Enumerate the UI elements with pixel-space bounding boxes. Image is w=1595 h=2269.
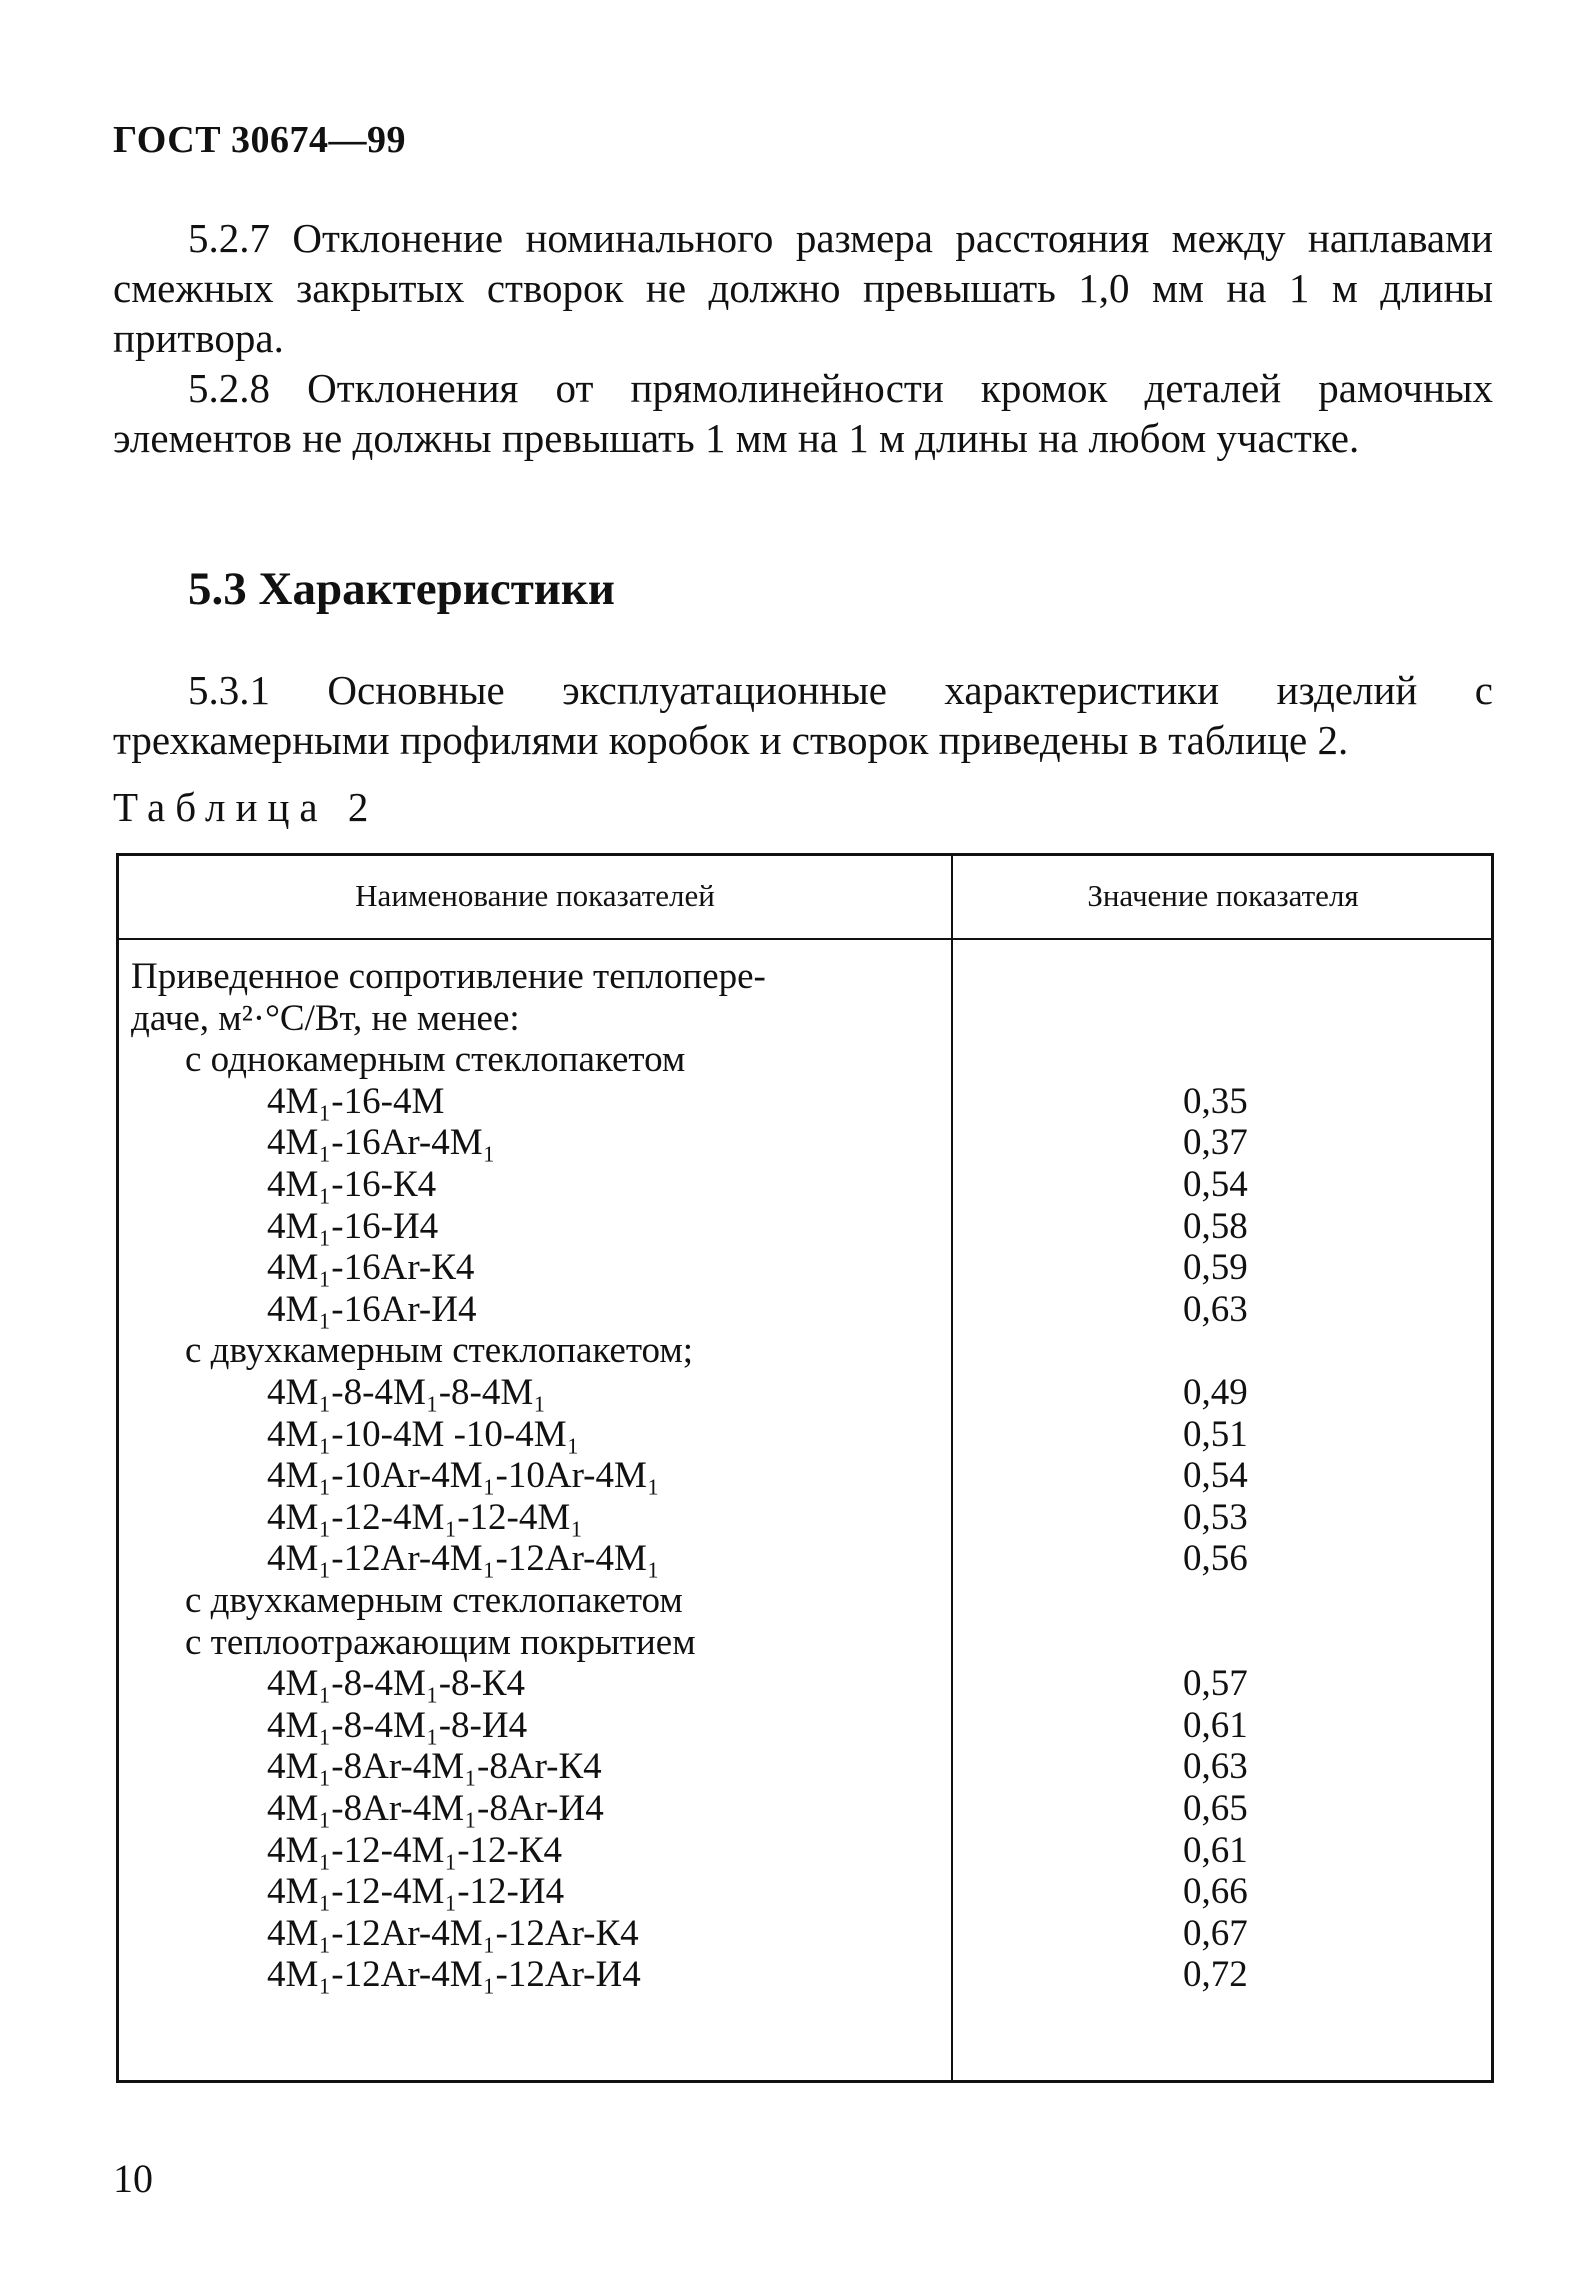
- table-row: [119, 1912, 1491, 1956]
- table-row: [119, 1413, 1491, 1457]
- table-row: [119, 1371, 1491, 1415]
- row-name: 4М₁-16Ar-И4: [267, 1288, 477, 1330]
- row-name: 4М₁-10Ar-4М₁-10Ar-4М₁: [267, 1455, 660, 1497]
- table-row: [119, 1246, 1491, 1290]
- table-row: [119, 1704, 1491, 1748]
- row-value: 0,54: [1183, 1164, 1248, 1205]
- row-value: 0,57: [1183, 1663, 1248, 1705]
- page-number: 10: [113, 2156, 153, 2201]
- section-title: 5.3 Характеристики: [188, 563, 616, 615]
- table-row: [119, 1787, 1491, 1831]
- characteristics-table: [116, 853, 1494, 2083]
- row-name: 4М₁-8-4М₁-8-И4: [267, 1704, 528, 1746]
- row-name: с теплоотражающим покрытием: [185, 1621, 696, 1663]
- row-value: 0,67: [1183, 1912, 1248, 1954]
- row-name: 4М₁-8Ar-4М₁-8Ar-К4: [267, 1746, 602, 1788]
- row-value: 0,61: [1183, 1829, 1248, 1871]
- table-caption: Таблица 2: [113, 784, 379, 830]
- table-row: [119, 1953, 1491, 1997]
- row-value: 0,65: [1183, 1788, 1248, 1829]
- row-name: 4М₁-8Ar-4М₁-8Ar-И4: [267, 1788, 604, 1829]
- row-name: 4М₁-12Ar-4М₁-12Ar-К4: [267, 1912, 639, 1954]
- row-name: с двухкамерным стеклопакетом: [185, 1580, 683, 1621]
- row-name: 4М₁-16-К4: [267, 1164, 437, 1205]
- row-value: 0,54: [1183, 1455, 1248, 1497]
- column-header-value: Значение показателя: [1087, 878, 1359, 913]
- row-value: 0,72: [1183, 1954, 1248, 1996]
- table-row: [119, 1537, 1491, 1581]
- row-value: 0,66: [1183, 1871, 1248, 1913]
- table-row: [119, 1870, 1491, 1914]
- row-name: с однокамерным стеклопакетом: [185, 1039, 686, 1081]
- table-row: [119, 997, 1491, 1041]
- table-row: [119, 1454, 1491, 1498]
- row-name: 4М₁-12Ar-4М₁-12Ar-И4: [267, 1954, 641, 1996]
- row-value: 0,51: [1183, 1413, 1248, 1455]
- table-row: [119, 1329, 1491, 1373]
- row-name: 4М₁-8-4М₁-8-К4: [267, 1663, 526, 1705]
- row-name: даче, м²·°С/Вт, не менее:: [131, 997, 520, 1039]
- table-row: [119, 1496, 1491, 1540]
- table-row: [119, 1579, 1491, 1623]
- row-value: 0,63: [1183, 1288, 1248, 1330]
- table-row: [119, 1121, 1491, 1165]
- row-name: 4М₁-12-4М₁-12-И4: [267, 1871, 565, 1913]
- document-code-header: ГОСТ 30674—99: [113, 119, 407, 161]
- table-row: [119, 1163, 1491, 1207]
- row-value: 0,63: [1183, 1746, 1248, 1788]
- table-row: [119, 1745, 1491, 1789]
- row-name: 4М₁-12-4М₁-12-К4: [267, 1829, 563, 1871]
- row-value: 0,56: [1183, 1538, 1248, 1580]
- row-name: 4М₁-16Ar-К4: [267, 1247, 475, 1289]
- row-name: Приведенное сопротивление теплопере-: [131, 956, 766, 997]
- table-row: [119, 1205, 1491, 1249]
- row-value: 0,49: [1183, 1372, 1248, 1413]
- row-value: 0,37: [1183, 1122, 1248, 1164]
- row-value: 0,59: [1183, 1247, 1248, 1289]
- row-name: 4М₁-12Ar-4М₁-12Ar-4М₁: [267, 1538, 660, 1580]
- row-value: 0,35: [1183, 1080, 1248, 1122]
- header-divider: [119, 938, 1491, 940]
- table-row: [119, 1038, 1491, 1082]
- table-row: [119, 1080, 1491, 1124]
- row-value: 0,61: [1183, 1704, 1248, 1746]
- row-value: 0,58: [1183, 1205, 1248, 1247]
- table-row: [119, 955, 1491, 999]
- row-name: 4М₁-16-4М: [267, 1080, 445, 1122]
- table-row: [119, 1829, 1491, 1873]
- row-name: 4М₁-10-4М -10-4М₁: [267, 1413, 580, 1455]
- paragraph-5-2-7: 5.2.7 Отклонение номинального размера расстояния между наплавами смежных закрытых створок не должно превышать 1,0 мм на 1 м длины притвора.: [113, 215, 1493, 361]
- table-row: [119, 1288, 1491, 1332]
- row-name: 4М₁-8-4М₁-8-4М₁: [267, 1372, 547, 1413]
- row-name: 4М₁-12-4М₁-12-4М₁: [267, 1496, 584, 1538]
- row-name: 4М₁-16-И4: [267, 1205, 439, 1247]
- row-name: с двухкамерным стеклопакетом;: [185, 1330, 694, 1372]
- paragraph-5-3-1: 5.3.1 Основные эксплуатационные характеристики изделий с трехкамерными профилями коробок и створок приведены в таблице 2.: [113, 667, 1493, 763]
- row-name: 4М₁-16Ar-4М₁: [267, 1122, 496, 1164]
- column-header-name: Наименование показателей: [355, 878, 715, 913]
- table-row: [119, 1621, 1491, 1665]
- table-row: [119, 1662, 1491, 1706]
- row-value: 0,53: [1183, 1496, 1248, 1538]
- paragraph-5-2-8: 5.2.8 Отклонения от прямолинейности кромок деталей рамочных элементов не должны превышать 1 мм на 1 м длины на любом участке.: [113, 365, 1493, 461]
